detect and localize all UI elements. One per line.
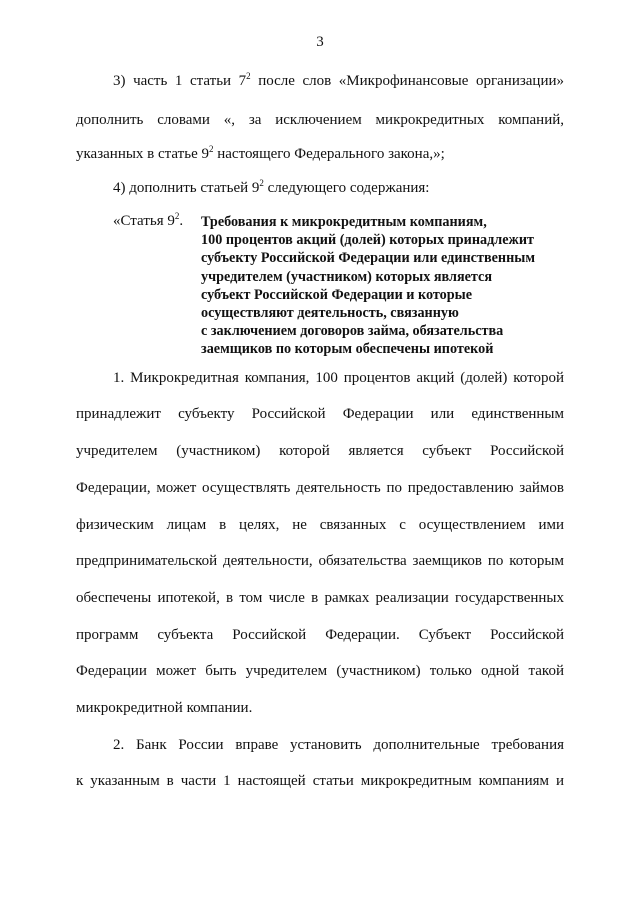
page-number: 3 bbox=[316, 34, 324, 50]
article-title-line: осуществляют деятельность, связанную bbox=[201, 305, 459, 322]
part2-line: к указанным в части 1 настоящей статьи микрокредитным компаниям и bbox=[76, 773, 564, 789]
part1-line: 1. Микрокредитная компания, 100 процентов акций (долей) которой bbox=[113, 370, 564, 386]
item3-line3: указанных в статье $9^2$ настоящего Федерального закона,»; bbox=[76, 144, 445, 162]
part1-line: Федерации, может осуществлять деятельность по предоставлению займов bbox=[76, 480, 564, 496]
part1-line: обеспечены ипотекой, в том числе в рамках реализации государственных bbox=[76, 590, 564, 606]
part1-line: микрокредитной компании. bbox=[76, 700, 253, 716]
part1-line: предпринимательской деятельности, обязательства заемщиков по которым bbox=[76, 553, 564, 569]
article-title-line: субъекту Российской Федерации или единственным bbox=[201, 250, 536, 267]
article-title-line: с заключением договоров займа, обязательства bbox=[201, 323, 504, 340]
article-title bbox=[201, 213, 581, 359]
article-title-line: заемщиков по которым обеспечены ипотекой bbox=[201, 341, 494, 358]
item4-text: 4) дополнить статьей $9^2$ следующего содержания: bbox=[113, 178, 430, 196]
article-title-line: субъект Российской Федерации и которые bbox=[201, 286, 473, 303]
part1-line: программ субъекта Российской Федерации. Субъект Российской bbox=[76, 627, 564, 643]
part1-line: физическим лицам в целях, не связанных с осуществлением ими bbox=[76, 517, 564, 533]
part1-line: учредителем (участником) которой является субъект Российской bbox=[76, 443, 564, 459]
article-title-line: 100 процентов акций (долей) которых принадлежит bbox=[201, 232, 534, 249]
part2-line: 2. Банк России вправе установить дополнительные требования bbox=[113, 737, 564, 753]
item3-line2: дополнить словами «, за исключением микрокредитных компаний, bbox=[76, 112, 564, 128]
article-title-line: Требования к микрокредитным компаниям, bbox=[201, 214, 487, 230]
article-title-line: учредителем (участником) которых является bbox=[201, 268, 493, 285]
article-number: «Статья $9^2$. bbox=[113, 211, 184, 229]
part1-line: принадлежит субъекту Российской Федерации или единственным bbox=[76, 406, 564, 422]
item3-line1: 3) часть 1 статьи $7^2$ после слов «Микрофинансовые организации» bbox=[113, 71, 565, 89]
part1-line: Федерации может быть учредителем (участником) только одной такой bbox=[76, 663, 564, 679]
